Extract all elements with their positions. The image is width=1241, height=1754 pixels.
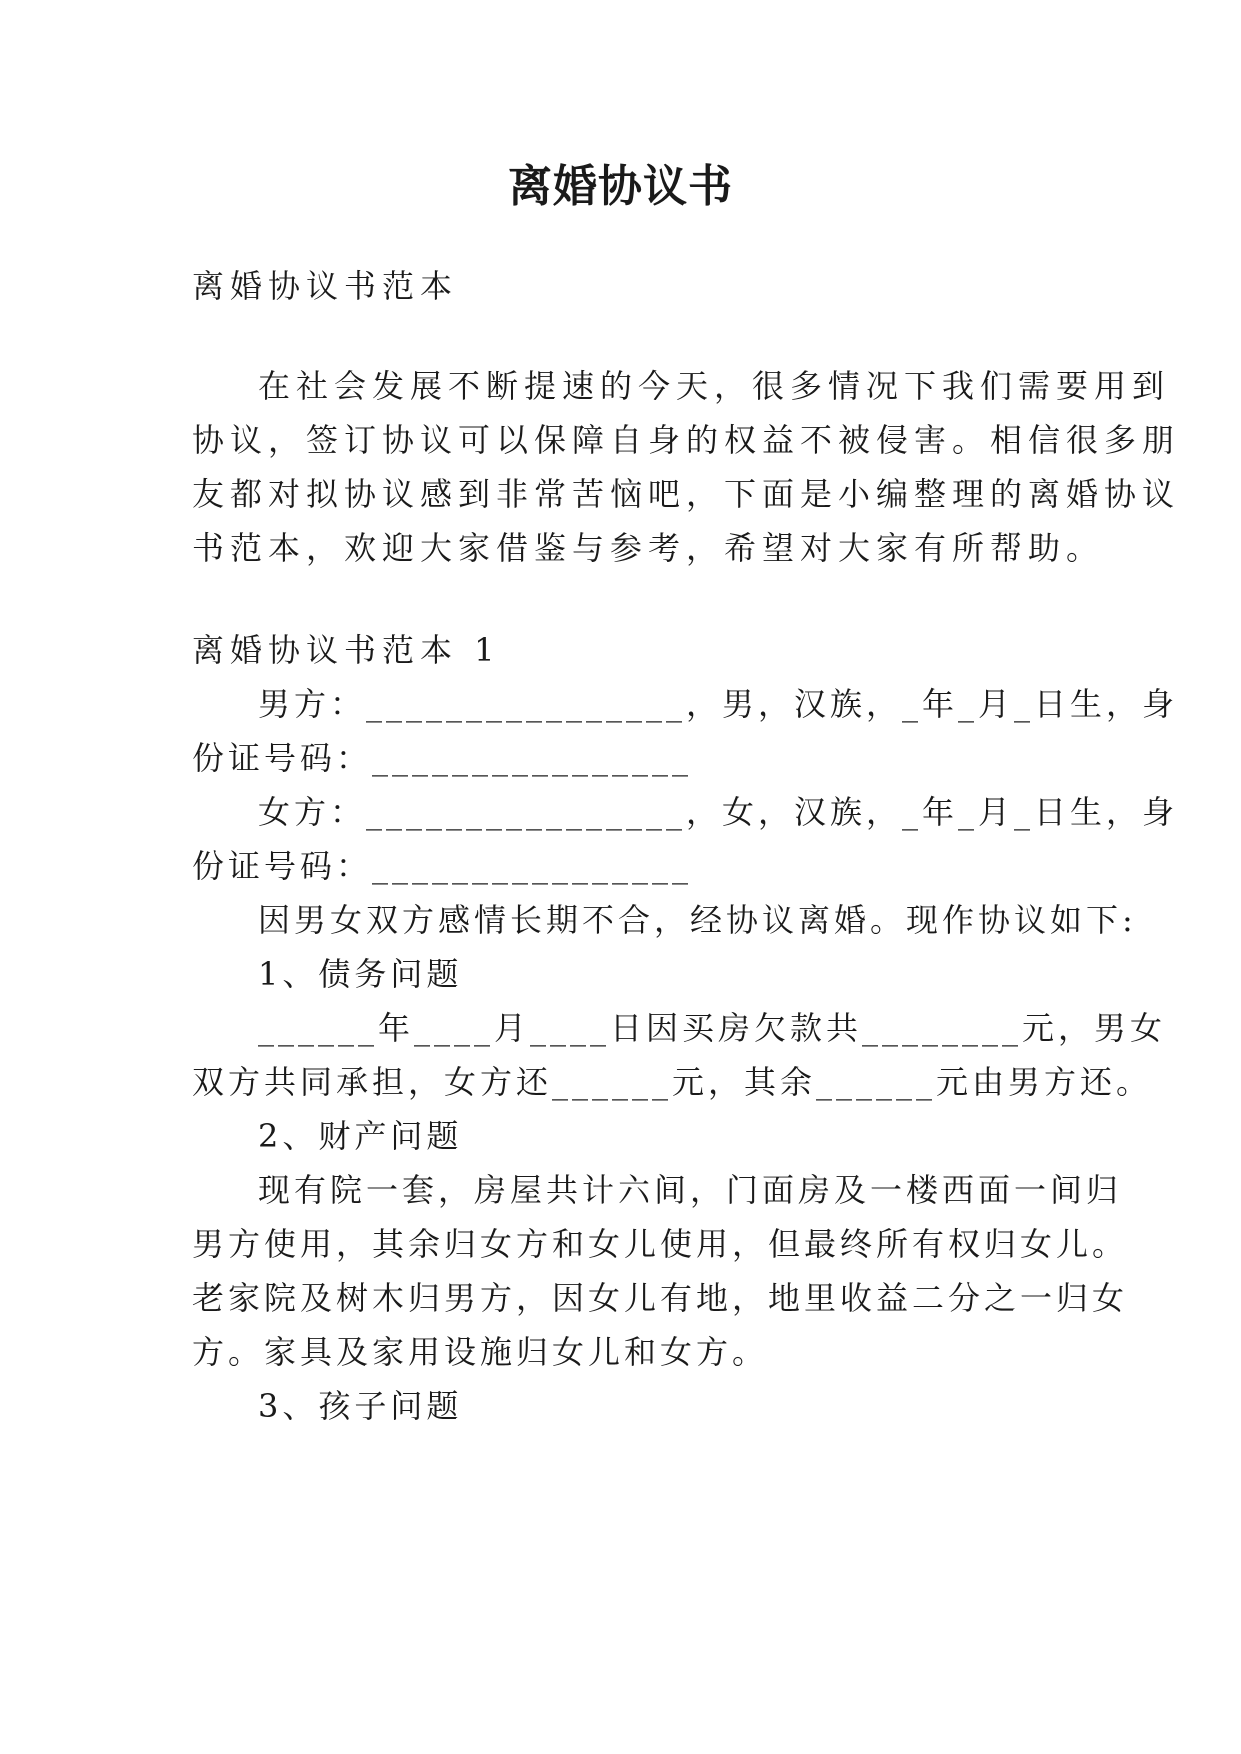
subtitle: 离婚协议书范本: [192, 267, 459, 305]
children-heading: 3、孩子问题: [258, 1387, 463, 1425]
female-id-line: 份证号码：________________: [192, 847, 693, 885]
property-line-3: 老家院及树木归男方，因女儿有地，地里收益二分之一归女: [192, 1279, 1129, 1317]
debt-line-2: 双方共同承担，女方还______元，其余______元由男方还。: [192, 1063, 1153, 1101]
intro-line-2: 协议，签订协议可以保障自身的权益不被侵害。相信很多朋: [192, 421, 1181, 459]
page-title: 离婚协议书: [508, 161, 733, 212]
section-title: 离婚协议书范本 1: [192, 631, 501, 669]
intro-line-4: 书范本，欢迎大家借鉴与参考，希望对大家有所帮助。: [192, 529, 1105, 567]
intro-line-3: 友都对拟协议感到非常苦恼吧，下面是小编整理的离婚协议: [192, 475, 1181, 513]
female-party-line: 女方：________________，女，汉族，_年_月_日生，身: [258, 793, 1179, 831]
male-id-line: 份证号码：________________: [192, 739, 693, 777]
debt-heading: 1、债务问题: [258, 955, 463, 993]
agreement-intro-line: 因男女双方感情长期不合，经协议离婚。现作协议如下:: [258, 901, 1137, 939]
property-line-2: 男方使用，其余归女方和女儿使用，但最终所有权归女儿。: [192, 1225, 1129, 1263]
property-heading: 2、财产问题: [258, 1117, 463, 1155]
property-line-4: 方。家具及家用设施归女儿和女方。: [192, 1333, 769, 1371]
male-party-line: 男方：________________，男，汉族，_年_月_日生，身: [258, 685, 1179, 723]
property-line-1: 现有院一套，房屋共计六间，门面房及一楼西面一间归: [258, 1171, 1123, 1209]
debt-line-1: ______年____月____日因买房欠款共________元，男女: [258, 1009, 1167, 1047]
intro-line-1: 在社会发展不断提速的今天，很多情况下我们需要用到: [258, 367, 1171, 405]
